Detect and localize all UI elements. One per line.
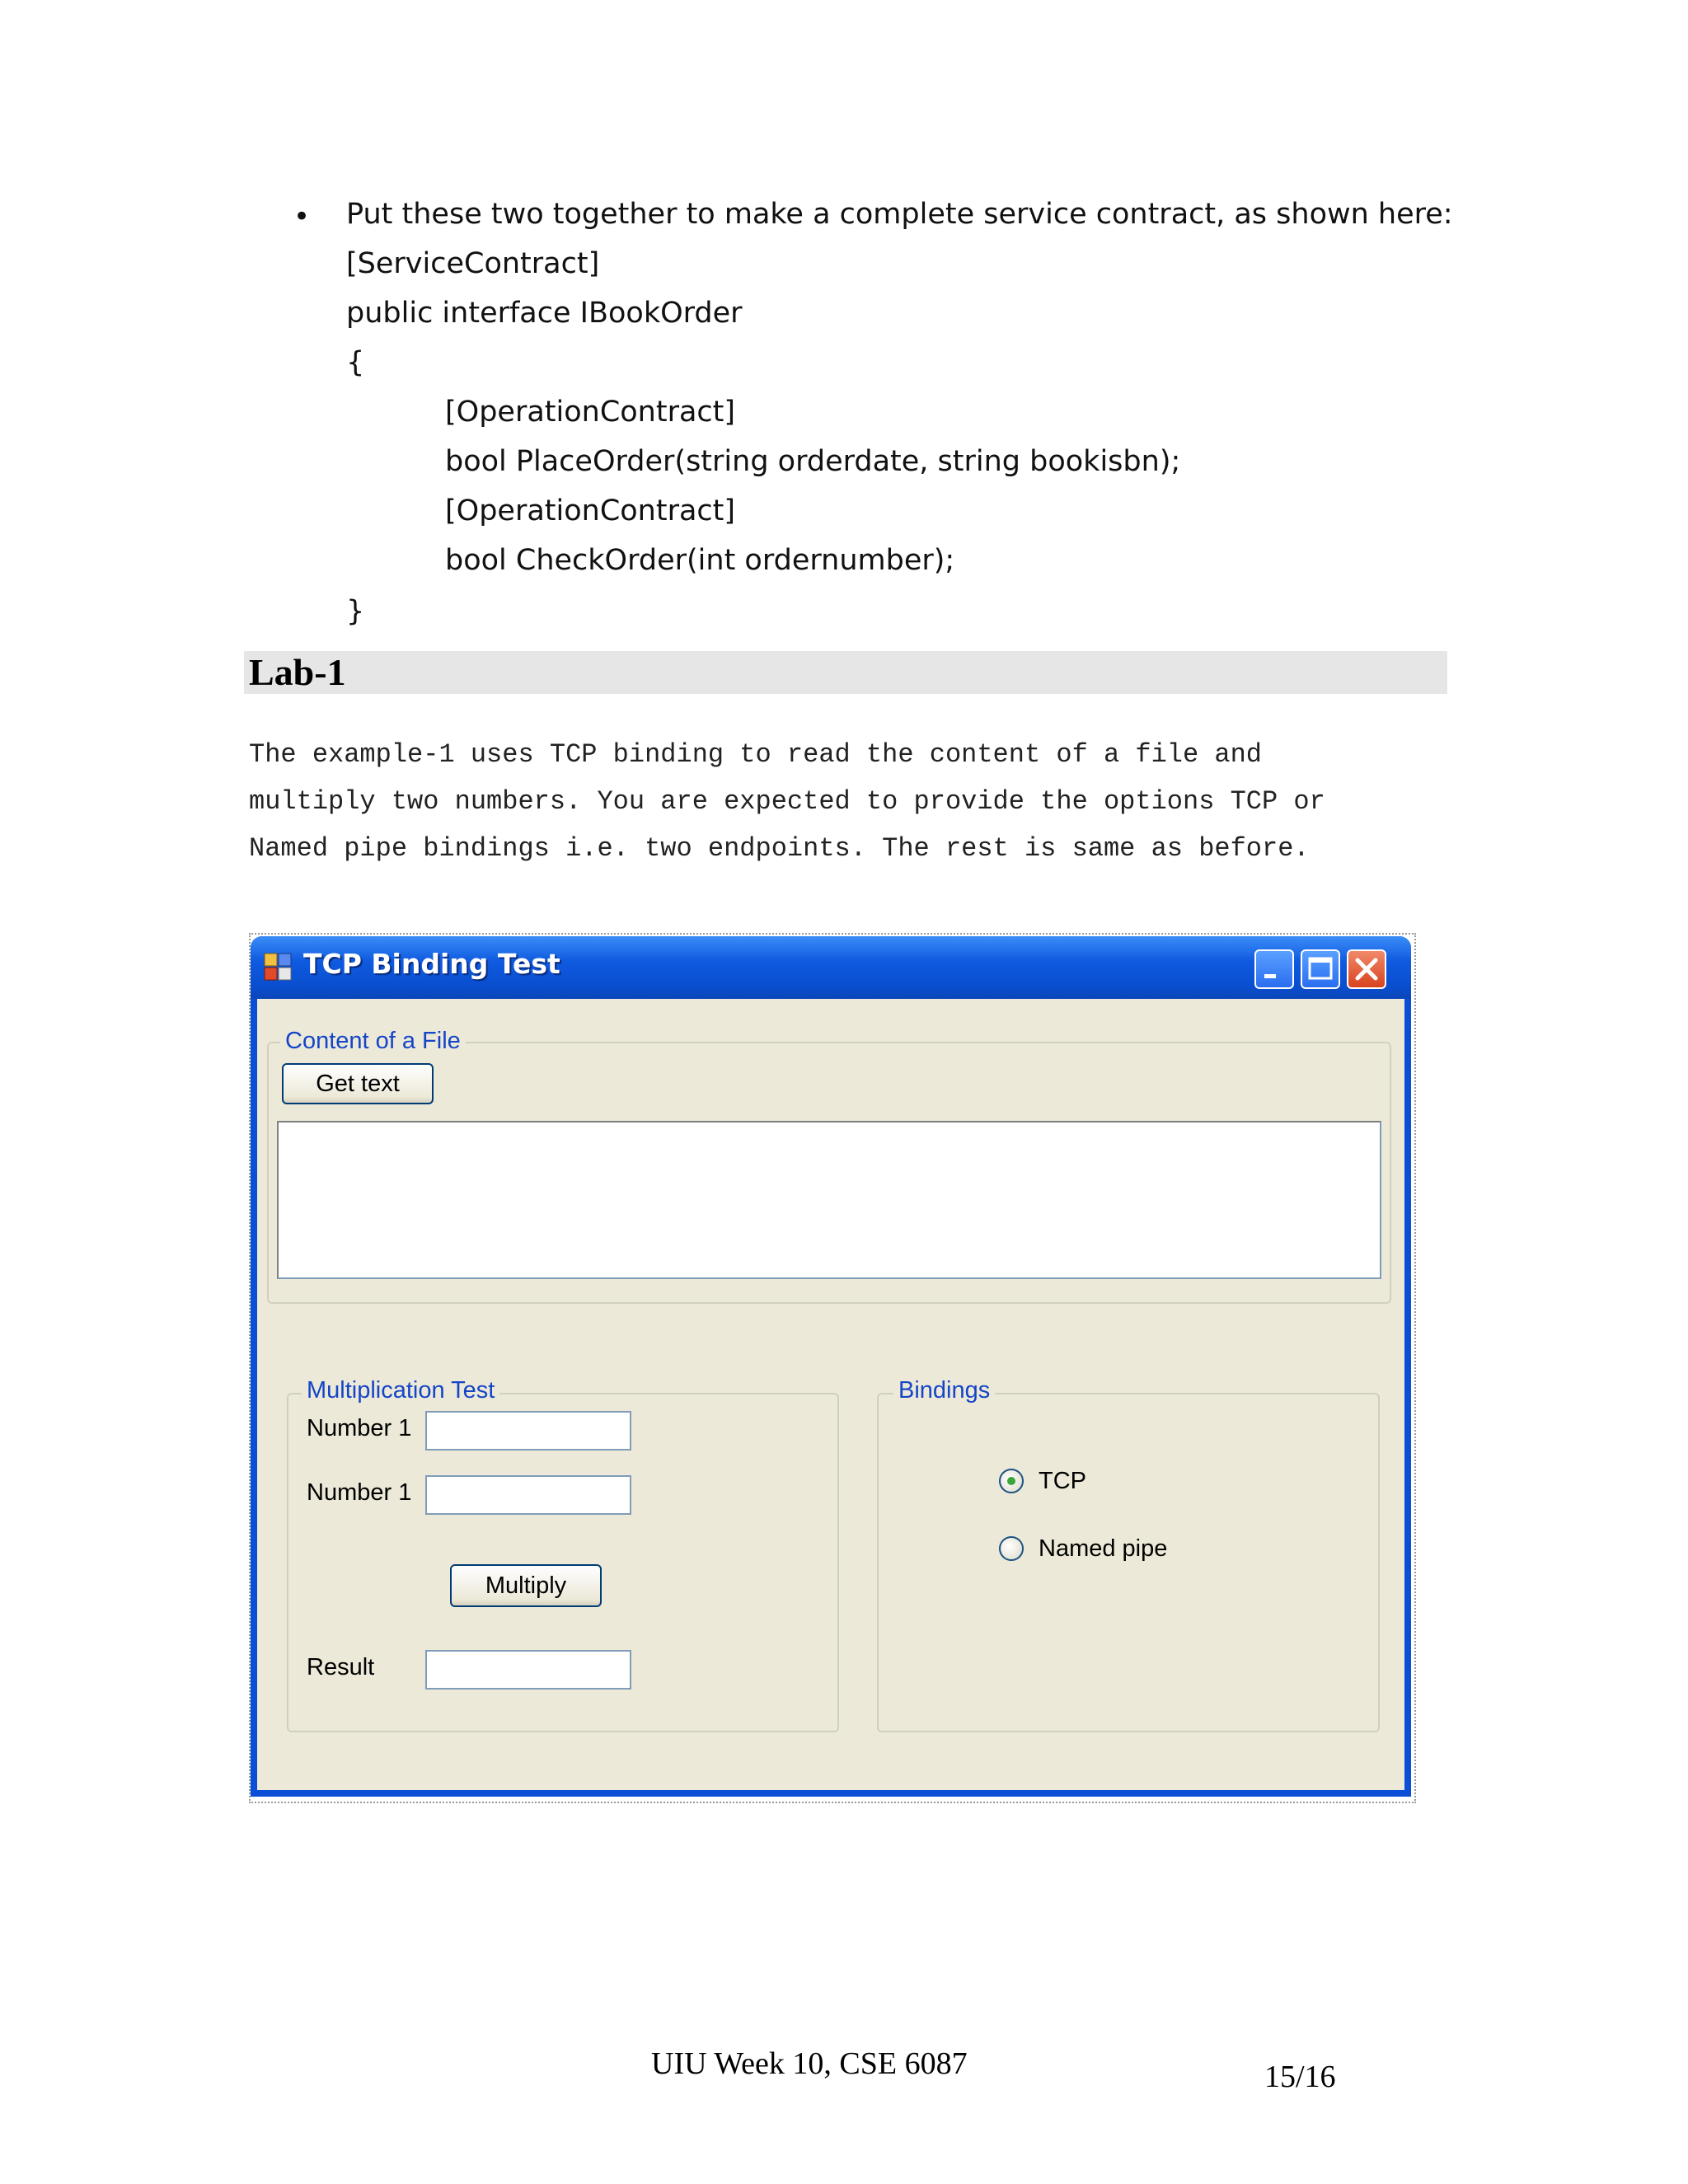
maximize-button[interactable] [1301,949,1340,989]
bindings-legend: Bindings [893,1376,995,1404]
number1-label: Number 1 [307,1415,412,1441]
footer-course: UIU Week 10, CSE 6087 [651,2046,968,2081]
section-title: Lab-1 [249,651,346,693]
bindings-group [877,1393,1380,1732]
code-line-interface: public interface IBookOrder [346,297,743,330]
number1-input[interactable] [425,1411,631,1451]
minimize-icon [1256,951,1292,987]
multiplication-legend: Multiplication Test [302,1376,499,1404]
named-pipe-radio[interactable] [999,1536,1024,1561]
close-button[interactable] [1347,949,1386,989]
window-client-area [257,999,1404,1790]
tcp-radio[interactable] [999,1469,1024,1493]
paragraph-line-3: Named pipe bindings i.e. two endpoints. The rest is same as before. [249,833,1310,864]
footer-page-number: 15/16 [1264,2060,1336,2094]
minimize-button[interactable] [1254,949,1294,989]
code-line-close-brace: } [346,595,365,628]
result-output[interactable] [425,1650,631,1690]
file-content-textarea[interactable] [277,1121,1381,1279]
window-titlebar[interactable] [251,936,1411,999]
get-text-button[interactable]: Get text [282,1063,434,1104]
section-heading-bar [244,651,1447,694]
code-line-place-order: bool PlaceOrder(string orderdate, string bookisbn); [445,445,1181,478]
code-line-service-contract: [ServiceContract] [346,247,600,280]
paragraph-line-2: multiply two numbers. You are expected to provide the options TCP or [249,786,1325,817]
result-label: Result [307,1654,375,1680]
content-file-legend: Content of a File [280,1027,466,1055]
close-icon [1348,951,1385,987]
code-line-check-order: bool CheckOrder(int ordernumber); [445,544,955,577]
code-line-operation-contract-2: [OperationContract] [445,494,736,527]
app-window [251,936,1411,1797]
app-icon [264,953,292,981]
bullet-icon: • [293,200,311,233]
code-line-operation-contract-1: [OperationContract] [445,396,736,429]
intro-bullet-text: Put these two together to make a complete service contract, as shown here: [346,198,1453,231]
number2-input[interactable] [425,1475,631,1515]
maximize-icon [1302,951,1339,987]
code-line-open-brace: { [346,346,365,379]
paragraph-line-1: The example-1 uses TCP binding to read the content of a file and [249,739,1262,770]
named-pipe-radio-label[interactable]: Named pipe [1039,1535,1168,1562]
number2-label: Number 1 [307,1479,412,1506]
window-title: TCP Binding Test [303,948,560,980]
multiply-button[interactable]: Multiply [450,1564,602,1607]
tcp-radio-label[interactable]: TCP [1039,1468,1086,1494]
radio-selected-dot [1007,1477,1015,1485]
